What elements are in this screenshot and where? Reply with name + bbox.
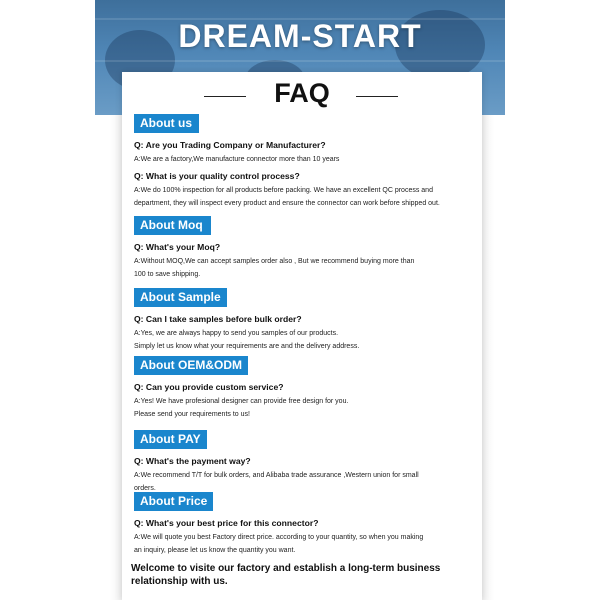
section-tag: About Sample — [134, 288, 227, 307]
answer-line: orders. — [134, 485, 156, 492]
faq-section — [134, 430, 478, 495]
section-tag: About us — [134, 114, 199, 133]
answer-line: A:We are a factory,We manufacture connector more than 10 years — [134, 156, 340, 163]
question: Q: Can you provide custom service? — [134, 382, 284, 392]
faq-section — [134, 356, 478, 421]
card-shadow-left — [110, 115, 122, 600]
question: Q: What is your quality control process? — [134, 171, 300, 181]
faq-section — [134, 492, 478, 557]
answer-line: department, they will inspect every product and ensure the connector can work before shipped out. — [134, 200, 440, 207]
answer-line: A:Yes! We have profesional designer can provide free design for you. — [134, 398, 349, 405]
faq-title: FAQ — [274, 78, 330, 108]
question: Q: What's your Moq? — [134, 242, 221, 252]
question: Q: What's your best price for this connector? — [134, 518, 319, 528]
question: Q: Are you Trading Company or Manufacturer? — [134, 140, 326, 150]
faq-section — [134, 216, 478, 281]
answer-line: A:We will quote you best Factory direct price. according to your quantity, so when you making — [134, 534, 424, 541]
brand-title: DREAM-START — [178, 18, 422, 54]
section-tag: About OEM&ODM — [134, 356, 248, 375]
card-shadow-right — [482, 115, 494, 600]
title-rule-right — [356, 96, 398, 97]
answer-line: 100 to save shipping. — [134, 271, 201, 278]
closing-message: Welcome to visite our factory and establish a long-term business relationship with us. — [131, 563, 441, 587]
banner-decoration — [95, 60, 505, 62]
answer-line: A:Without MOQ,We can accept samples order also , But we recommend buying more than — [134, 258, 415, 265]
question: Q: Can I take samples before bulk order? — [134, 314, 302, 324]
section-tag: About Moq — [134, 216, 211, 235]
faq-section — [134, 114, 478, 210]
question: Q: What's the payment way? — [134, 456, 251, 466]
answer-line: A:We do 100% inspection for all products before packing. We have an excellent QC process and — [134, 187, 433, 194]
faq-card — [122, 72, 482, 600]
answer-line: Please send your requirements to us! — [134, 411, 250, 418]
answer-line: Simply let us know what your requirements are and the delivery address. — [134, 343, 360, 350]
answer-line: an inquiry, please let us know the quantity you want. — [134, 547, 296, 554]
answer-line: A:Yes, we are always happy to send you samples of our products. — [134, 330, 339, 337]
faq-section — [134, 288, 478, 353]
answer-line: A:We recommend T/T for bulk orders, and Alibaba trade assurance ,Western union for small — [134, 472, 419, 479]
section-tag: About PAY — [134, 430, 207, 449]
section-tag: About Price — [134, 492, 213, 511]
